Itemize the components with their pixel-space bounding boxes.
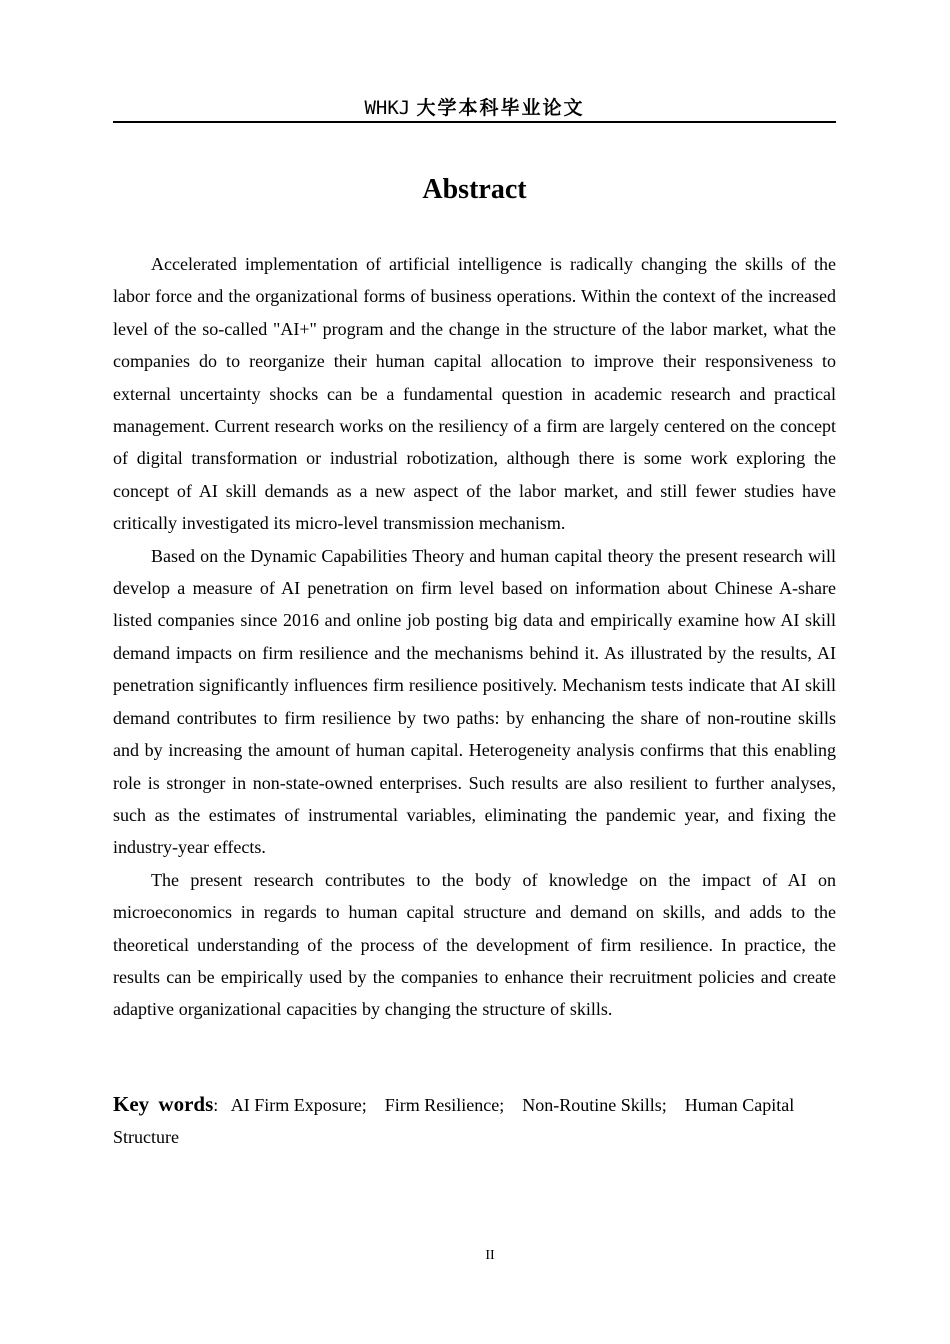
keyword-item: Firm Resilience; <box>384 1095 505 1115</box>
page-number: II <box>485 1248 495 1263</box>
abstract-paragraph-3: The present research contributes to the body of knowledge on the impact of AI on microeconomics in regards to human capital structure and demand on skills, and adds to the theoretical understanding of the process of the development of firm resilience. In practice, the results can be empirically used by the companies to enhance their recruitment policies and create adaptive organizational capacities by changing the structure of skills. <box>113 869 836 1020</box>
header-thesis-label: 大学本科毕业论文 <box>416 97 585 119</box>
abstract-body <box>113 248 836 1026</box>
keywords-line <box>113 1088 813 1153</box>
keyword-item: Non-Routine Skills; <box>522 1095 667 1115</box>
keyword-item: Human Capital Structure <box>113 1095 795 1147</box>
abstract-paragraph-1: Accelerated implementation of artificial intelligence is radically changing the skills of the labor force and the organizational forms of business operations. Within the context of the increased level of the so-called "AI+" program and the change in the structure of the labor market, what the companies do to reorganize their human capital allocation to improve their responsiveness to external uncertainty shocks can be a fundamental question in academic research and practical management. Current research works on the resiliency of a firm are largely centered on the concept of digital transformation or industrial robotization, although there is some work exploring the concept of AI skill demands as a new aspect of the labor market, and still fewer studies have critically investigated its micro-level transmission mechanism. <box>113 254 836 534</box>
keywords-label: Key words <box>113 1092 214 1116</box>
page-title: Abstract <box>422 174 527 205</box>
header-school-abbrev: WHKJ <box>364 97 411 119</box>
header-rule <box>113 121 836 123</box>
keywords-colon: : <box>213 1095 219 1115</box>
keyword-item: AI Firm Exposure; <box>230 1095 367 1115</box>
running-header <box>113 94 836 121</box>
abstract-paragraph-2: Based on the Dynamic Capabilities Theory and human capital theory the present research will develop a measure of AI penetration on firm level based on information about Chinese A-share listed companies since 2016 and online job posting big data and empirically examine how AI skill demand impacts on firm resilience and the mechanisms behind it. As illustrated by the results, AI penetration significantly influences firm resilience positively. Mechanism tests indicate that AI skill demand contributes to firm resilience by two paths: by enhancing the share of non-routine skills and by increasing the amount of human capital. Heterogeneity analysis confirms that this enabling role is stronger in non-state-owned enterprises. Such results are also resilient to further analyses, such as the estimates of instrumental variables, eliminating the pandemic year, and fixing the industry-year effects. <box>113 545 836 858</box>
